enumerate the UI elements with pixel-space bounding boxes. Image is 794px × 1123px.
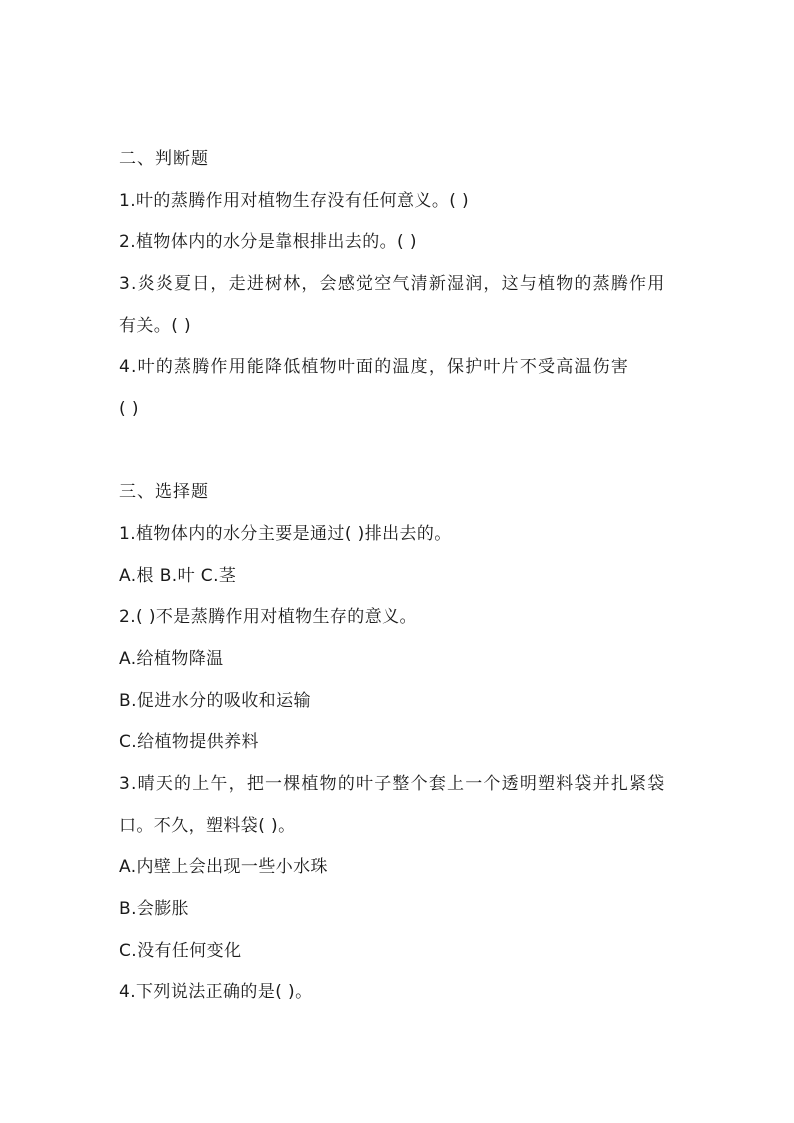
section-heading-judgment: 二、判断题: [119, 149, 209, 169]
judgment-question-3-line-2: 有关。( ): [119, 316, 192, 336]
choice-question-1: 1.植物体内的水分主要是通过( )排出去的。: [119, 524, 452, 544]
section-heading-choice: 三、选择题: [119, 482, 209, 502]
choice-question-1-options: A.根 B.叶 C.茎: [119, 566, 237, 586]
choice-question-2-option-a: A.给植物降温: [119, 649, 224, 669]
judgment-question-3-line-1: 3.炎炎夏日，走进树林，会感觉空气清新湿润，这与植物的蒸腾作用: [119, 274, 666, 294]
choice-question-3-option-a: A.内壁上会出现一些小水珠: [119, 857, 328, 877]
choice-question-3-line-2: 口。不久，塑料袋( )。: [119, 816, 296, 836]
choice-question-2: 2.( )不是蒸腾作用对植物生存的意义。: [119, 607, 417, 627]
choice-question-4: 4.下列说法正确的是( )。: [119, 982, 313, 1002]
choice-question-2-option-b: B.促进水分的吸收和运输: [119, 691, 311, 711]
choice-question-3-line-1: 3.晴天的上午，把一棵植物的叶子整个套上一个透明塑料袋并扎紧袋: [119, 774, 666, 794]
judgment-question-2: 2.植物体内的水分是靠根排出去的。( ): [119, 232, 417, 252]
judgment-question-4-line-2: ( ): [119, 399, 139, 419]
judgment-question-4-line-1: 4.叶的蒸腾作用能降低植物叶面的温度，保护叶片不受高温伤害: [119, 357, 630, 377]
choice-question-3-option-b: B.会膨胀: [119, 899, 190, 919]
judgment-question-1: 1.叶的蒸腾作用对植物生存没有任何意义。( ): [119, 191, 470, 211]
choice-question-3-option-c: C.没有任何变化: [119, 941, 242, 961]
choice-question-2-option-c: C.给植物提供养料: [119, 732, 259, 752]
